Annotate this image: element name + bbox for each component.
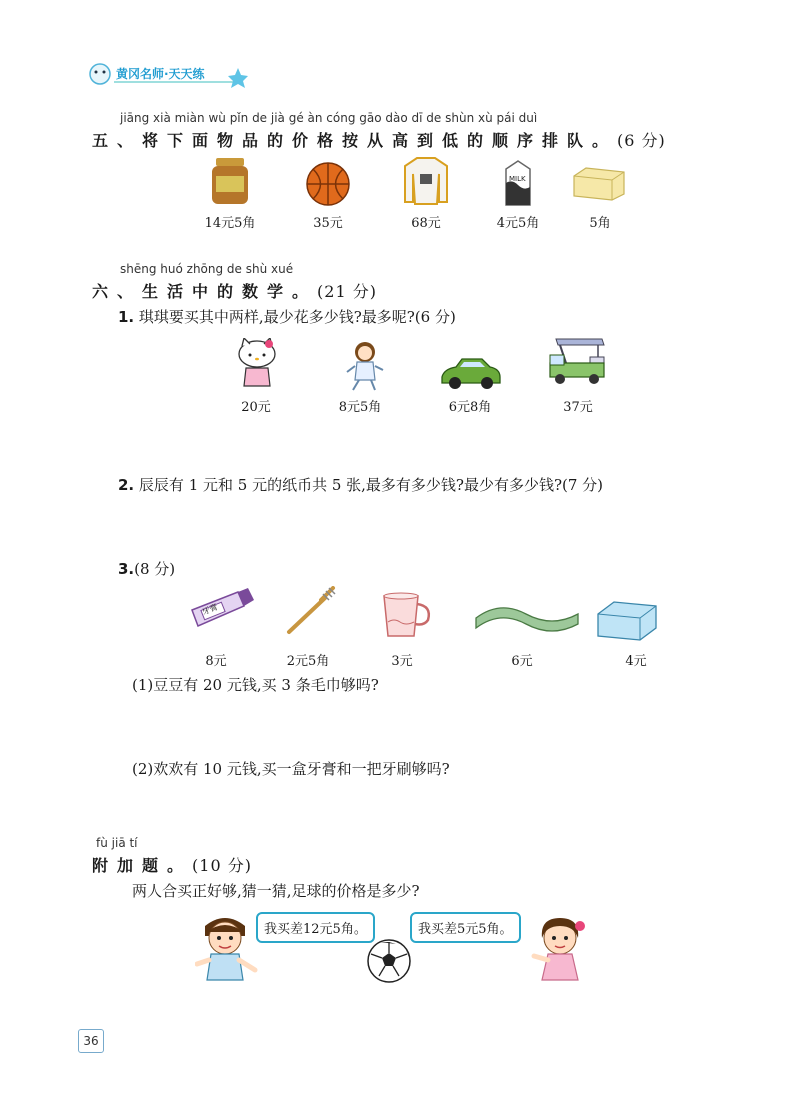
basketball-icon [305,161,351,207]
question-3-sub-1: (1)豆豆有 20 元钱,买 3 条毛巾够吗? [132,676,379,694]
boy-speech-bubble: 我买差12元5角。 [256,912,375,943]
section5-score: (6 分) [617,131,666,150]
question-2-text: 辰辰有 1 元和 5 元的纸币共 5 张,最多有多少钱?最少有多少钱?(7 分) [138,476,604,494]
price-soap: 4元 [625,654,647,669]
price-toothbrush: 2元5角 [286,654,330,669]
question-1-num: 1. [118,308,135,326]
jam-jar-icon [210,158,250,206]
girl-speech-bubble: 我买差5元5角。 [410,912,521,943]
toothpaste-label: 牙膏 [200,602,220,617]
question-3-num: 3. [118,560,135,578]
toy-car-icon [440,355,502,391]
section5-title-text: 五、将下面物品的价格按从高到低的顺序排队。 [92,131,618,150]
price-butter: 5角 [589,216,611,231]
question-3 [118,558,175,579]
bonus-pinyin: fù jiā tí [96,836,138,850]
question-1 [118,306,456,327]
price-sweater: 68元 [411,216,441,231]
price-car: 6元8角 [448,400,492,415]
price-kitty: 20元 [241,400,271,415]
section5-title [92,128,666,151]
toy-truck-icon [546,335,608,387]
page-number: 36 [78,1029,104,1053]
section6-score: (21 分) [317,282,377,301]
section6-title [92,279,377,302]
butter-icon [572,166,626,202]
section5-pinyin: jiāng xià miàn wù pǐn de jià gé àn cóng gāo dào dī de shùn xù pái duì [120,111,538,125]
soccer-ball-icon [366,938,412,984]
question-1-text: 琪琪要买其中两样,最少花多少钱?最多呢?(6 分) [138,308,456,326]
bonus-score: (10 分) [192,856,252,875]
towel-icon [474,598,580,638]
rag-doll-icon [345,340,385,392]
question-3-text: (8 分) [134,560,176,578]
price-doll: 8元5角 [338,400,382,415]
cup-icon [380,592,434,638]
price-jam: 14元5角 [204,216,256,231]
price-truck: 37元 [563,400,593,415]
sweater-icon [403,156,449,206]
question-2 [118,474,603,495]
boy-icon [195,912,259,982]
price-towel: 6元 [511,654,533,669]
header-logo [86,60,256,90]
girl-icon [530,912,590,982]
toothbrush-icon [285,586,337,636]
price-toothpaste: 8元 [205,654,227,669]
bonus-question: 两人合买正好够,猜一猜,足球的价格是多少? [132,882,420,900]
bonus-title [92,853,252,876]
brand-text: 黄冈名师·天天练 [116,67,205,81]
price-cup: 3元 [391,654,413,669]
bonus-title-text: 附加题。 [92,856,193,875]
svg-text:MILK: MILK [509,175,526,183]
section6-pinyin: shēng huó zhōng de shù xué [120,262,294,276]
toothpaste-icon [186,586,256,636]
price-basketball: 35元 [313,216,343,231]
price-milk: 4元5角 [496,216,540,231]
question-2-num: 2. [118,476,135,494]
milk-carton-icon [500,159,536,207]
question-3-sub-2: (2)欢欢有 10 元钱,买一盒牙膏和一把牙刷够吗? [132,760,450,778]
hello-kitty-doll-icon [234,338,280,390]
section6-title-text: 六、生活中的数学。 [92,282,318,301]
soap-icon [596,600,658,642]
